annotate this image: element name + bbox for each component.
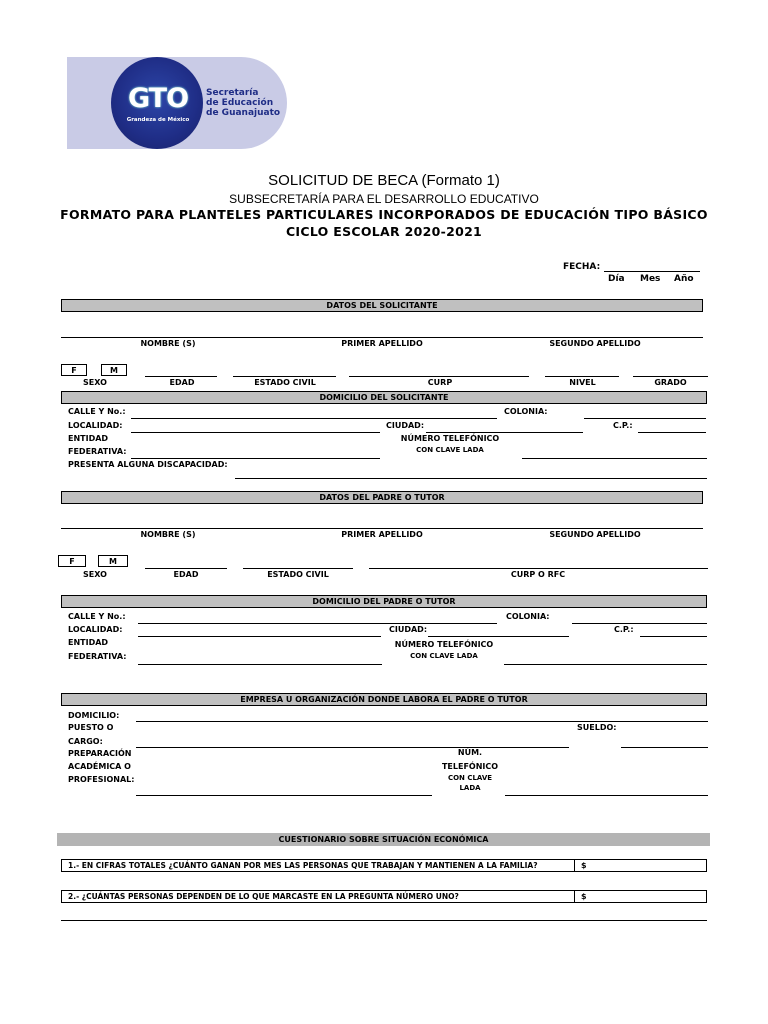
padre-edad-field[interactable] — [145, 568, 227, 569]
question-2-row — [61, 890, 707, 903]
emp-lada-label: LADA — [459, 784, 481, 792]
dp-federativa-label: FEDERATIVA: — [68, 652, 127, 661]
dp-cp-field[interactable] — [640, 636, 707, 637]
fecha-anio: Año — [674, 274, 694, 284]
emp-con-clave-label: CON CLAVE — [447, 774, 493, 782]
emp-telefonico-label: TELEFÓNICO — [441, 762, 499, 771]
padre-primer-apellido-label: PRIMER APELLIDO — [341, 530, 423, 539]
fecha-label: FECHA: — [563, 262, 601, 272]
padre-sexo-f-box[interactable]: F — [58, 555, 86, 567]
bottom-line[interactable] — [61, 920, 707, 921]
padre-edad-label: EDAD — [173, 570, 199, 579]
section-datos-solicitante: DATOS DEL SOLICITANTE — [61, 299, 703, 312]
logo-line-3: de Guanajuato — [206, 108, 281, 118]
solicitante-nivel-field[interactable] — [545, 376, 619, 377]
ds-telefono-label: NÚMERO TELEFÓNICO — [400, 434, 500, 443]
document-subtitle: SUBSECRETARÍA PARA EL DESARROLLO EDUCATIVO — [229, 192, 539, 206]
solicitante-edad-field[interactable] — [145, 376, 217, 377]
dp-ciudad-label: CIUDAD: — [389, 625, 428, 634]
solicitante-nombre-label: NOMBRE (S) — [140, 339, 196, 348]
padre-segundo-apellido-label: SEGUNDO APELLIDO — [549, 530, 641, 539]
padre-estado-civil-label: ESTADO CIVIL — [267, 570, 329, 579]
fecha-field[interactable] — [604, 271, 700, 272]
section-domicilio-padre: DOMICILIO DEL PADRE O TUTOR — [61, 595, 707, 608]
solicitante-sexo-m-box[interactable]: M — [101, 364, 127, 376]
ds-entidad-label: ENTIDAD — [68, 434, 109, 443]
dp-calle-field[interactable] — [138, 623, 497, 624]
emp-telefono-field[interactable] — [505, 795, 708, 796]
question-2-text: 2.- ¿CUÁNTAS PERSONAS DEPENDEN DE LO QUE MARCASTE EN LA PREGUNTA NÚMERO UNO? — [62, 891, 575, 902]
emp-sueldo-label: SUELDO: — [577, 723, 617, 732]
ds-ciudad-label: CIUDAD: — [386, 421, 425, 430]
padre-curp-rfc-label: CURP O RFC — [510, 570, 566, 579]
ds-discapacidad-label: PRESENTA ALGUNA DISCAPACIDAD: — [68, 460, 228, 469]
padre-nombre-label: NOMBRE (S) — [140, 530, 196, 539]
ds-discapacidad-field[interactable] — [235, 478, 707, 479]
solicitante-nivel-label: NIVEL — [569, 378, 596, 387]
format-line: FORMATO PARA PLANTELES PARTICULARES INCORPORADOS DE EDUCACIÓN TIPO BÁSICO — [60, 207, 708, 222]
solicitante-estado-civil-label: ESTADO CIVIL — [254, 378, 316, 387]
dp-cp-label: C.P.: — [614, 625, 634, 634]
emp-num-label: NÚM. — [457, 748, 483, 757]
emp-profesional-label: PROFESIONAL: — [68, 775, 135, 784]
logo-line-1: Secretaría — [206, 88, 259, 98]
section-domicilio-solicitante: DOMICILIO DEL SOLICITANTE — [61, 391, 707, 404]
padre-estado-civil-field[interactable] — [243, 568, 353, 569]
solicitante-sexo-label: SEXO — [83, 378, 107, 387]
padre-curp-rfc-field[interactable] — [369, 568, 708, 569]
solicitante-primer-apellido-label: PRIMER APELLIDO — [341, 339, 423, 348]
ds-federativa-label: FEDERATIVA: — [68, 447, 127, 456]
dp-colonia-field[interactable] — [572, 623, 707, 624]
ds-calle-field[interactable] — [131, 418, 497, 419]
emp-domicilio-field[interactable] — [136, 721, 708, 722]
question-1-row — [61, 859, 707, 872]
section-datos-padre: DATOS DEL PADRE O TUTOR — [61, 491, 703, 504]
dp-clave-lada-label: CON CLAVE LADA — [410, 652, 478, 660]
emp-preparacion-label: PREPARACIÓN — [68, 749, 132, 758]
emp-preparacion-field[interactable] — [136, 795, 432, 796]
solicitante-sexo-f-box[interactable]: F — [61, 364, 87, 376]
logo-tagline: Grandeza de México — [126, 117, 190, 123]
emp-cargo-label: CARGO: — [68, 737, 103, 746]
document-title: SOLICITUD DE BECA (Formato 1) — [268, 172, 500, 189]
emp-sueldo-field[interactable] — [621, 747, 708, 748]
ds-telefono-field[interactable] — [522, 458, 707, 459]
ds-ciudad-field[interactable] — [426, 432, 583, 433]
ds-colonia-field[interactable] — [584, 418, 706, 419]
ds-colonia-label: COLONIA: — [504, 407, 548, 416]
dp-entidad-label: ENTIDAD — [68, 638, 109, 647]
ds-cp-label: C.P.: — [613, 421, 633, 430]
question-1-text: 1.- EN CIFRAS TOTALES ¿CUÁNTO GANAN POR MES LAS PERSONAS QUE TRABAJAN Y MANTIENEN A LA FAMILIA? — [62, 860, 575, 871]
solicitante-segundo-apellido-label: SEGUNDO APELLIDO — [549, 339, 641, 348]
dp-ciudad-field[interactable] — [428, 636, 569, 637]
emp-puesto-label: PUESTO O — [68, 723, 114, 732]
section-cuestionario: CUESTIONARIO SOBRE SITUACIÓN ECONÓMICA — [57, 833, 710, 846]
ds-cp-field[interactable] — [638, 432, 706, 433]
fecha-dia: Día — [608, 274, 625, 284]
padre-sexo-label: SEXO — [83, 570, 107, 579]
school-cycle: CICLO ESCOLAR 2020-2021 — [285, 224, 483, 239]
ds-localidad-field[interactable] — [131, 432, 380, 433]
logo-secretaria — [206, 88, 280, 118]
padre-sexo-m-box[interactable]: M — [98, 555, 128, 567]
emp-academica-label: ACADÉMICA O — [68, 762, 131, 771]
emp-cargo-field[interactable] — [136, 747, 569, 748]
solicitante-estado-civil-field[interactable] — [233, 376, 336, 377]
solicitante-curp-label: CURP — [427, 378, 453, 387]
ds-clave-lada-label: CON CLAVE LADA — [416, 446, 484, 454]
gto-logo — [67, 57, 287, 149]
dp-localidad-label: LOCALIDAD: — [68, 625, 123, 634]
ds-entidad-field[interactable] — [131, 458, 380, 459]
question-1-answer[interactable]: $ — [581, 861, 587, 870]
padre-name-field[interactable] — [61, 528, 703, 529]
logo-brand: GTO — [127, 83, 189, 114]
question-2-answer[interactable]: $ — [581, 892, 587, 901]
dp-calle-label: CALLE Y No.: — [68, 612, 126, 621]
solicitante-grado-field[interactable] — [633, 376, 708, 377]
solicitante-edad-label: EDAD — [169, 378, 195, 387]
dp-telefono-label: NÚMERO TELEFÓNICO — [394, 640, 494, 649]
fecha-mes: Mes — [640, 274, 661, 284]
solicitante-name-field[interactable] — [61, 337, 703, 338]
logo-line-2: de Educación — [206, 98, 274, 108]
dp-localidad-field[interactable] — [138, 636, 381, 637]
solicitante-curp-field[interactable] — [349, 376, 529, 377]
dp-telefono-field[interactable] — [504, 664, 707, 665]
ds-calle-label: CALLE Y No.: — [68, 407, 126, 416]
dp-colonia-label: COLONIA: — [506, 612, 550, 621]
dp-entidad-field[interactable] — [138, 664, 382, 665]
solicitante-grado-label: GRADO — [654, 378, 687, 387]
section-empresa: EMPRESA U ORGANIZACIÓN DONDE LABORA EL PADRE O TUTOR — [61, 693, 707, 706]
emp-domicilio-label: DOMICILIO: — [68, 711, 120, 720]
ds-localidad-label: LOCALIDAD: — [68, 421, 123, 430]
